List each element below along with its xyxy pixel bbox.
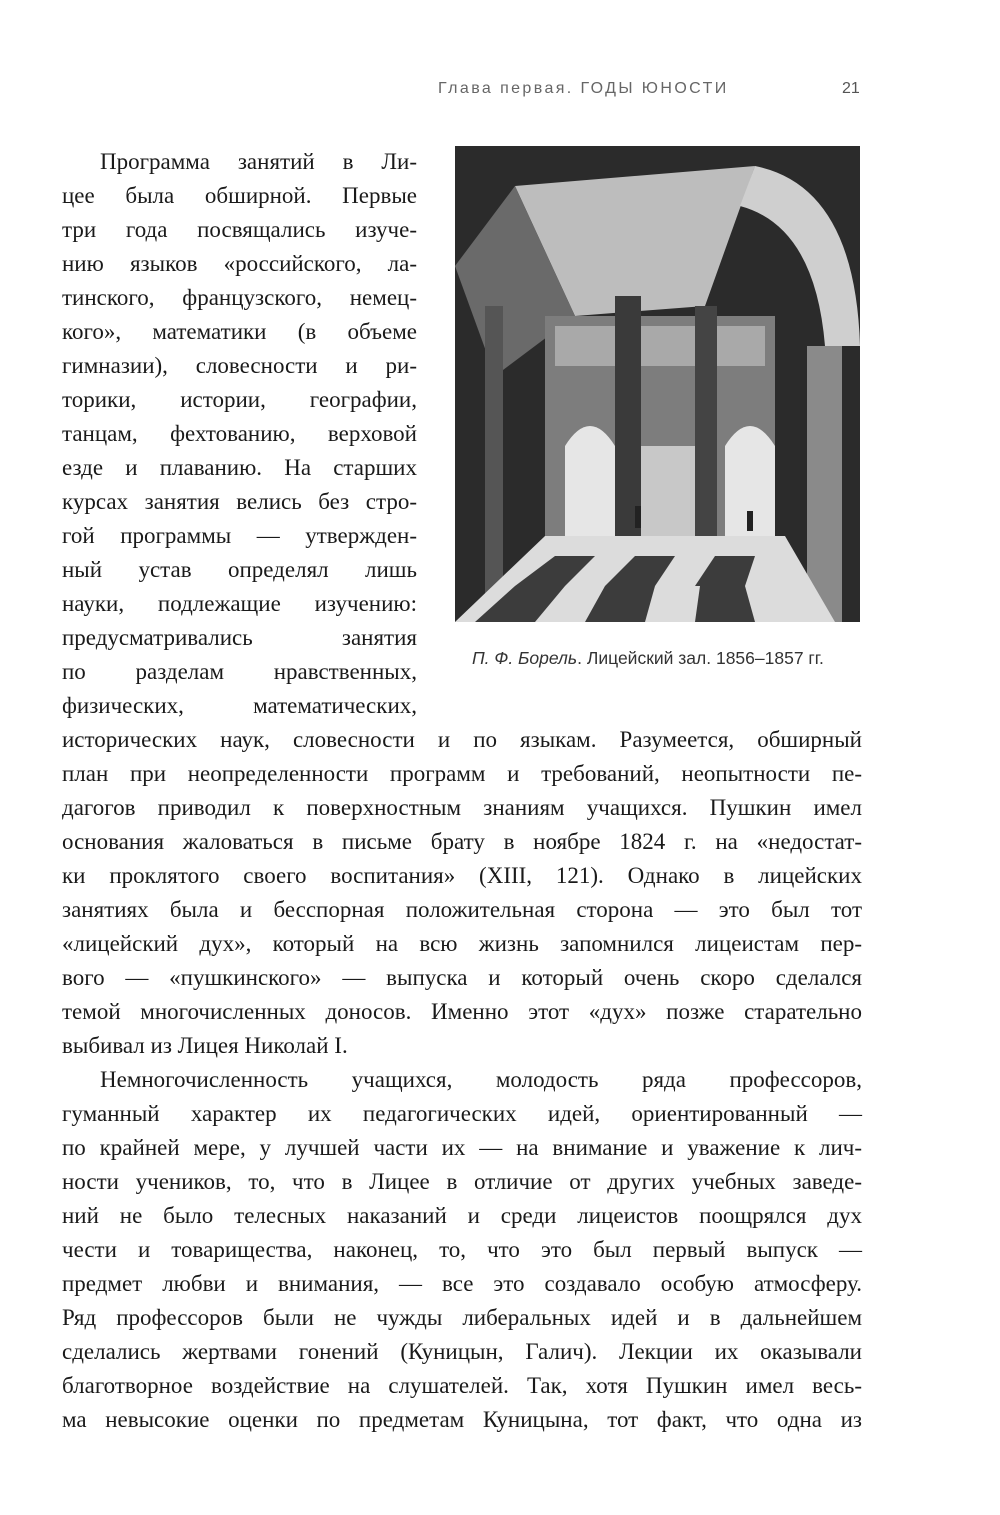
text-line: выбивал из Лицея Николай I. <box>62 1033 348 1058</box>
text-line: ки проклятого своего воспитания» (XIII, 121). Однако в лицейских <box>62 863 862 888</box>
text-line: цее была обширной. Первые <box>62 183 417 208</box>
text-line: благотворное воздействие на слушателей. Так, хотя Пушкин имел весь- <box>62 1373 862 1398</box>
text-line: торики, истории, географии, <box>62 387 417 412</box>
caption-author: П. Ф. Борель <box>472 648 578 668</box>
text-line: чести и товарищества, наконец, то, что это был первый выпуск — <box>62 1237 862 1262</box>
text-line: предусматривались занятия <box>62 625 417 650</box>
running-head: Глава первая. ГОДЫ ЮНОСТИ <box>438 80 729 97</box>
text-line: Программа занятий в Ли- <box>100 149 417 174</box>
text-line: ный устав определял лишь <box>62 557 417 582</box>
text-line: гимназии), словесности и ри- <box>62 353 417 378</box>
text-line: ний не было телесных наказаний и среди лицеистов поощрялся дух <box>62 1203 862 1228</box>
lyceum-hall-engraving <box>455 146 860 622</box>
text-line: физических, математических, <box>62 693 417 718</box>
text-line: курсах занятия велись без стро- <box>62 489 417 514</box>
text-line: кого», математики (в объеме <box>62 319 417 344</box>
text-line: нию языков «российского, ла- <box>62 251 417 276</box>
text-line: по разделам нравственных, <box>62 659 417 684</box>
text-line: основания жаловаться в письме брату в ноябре 1824 г. на «недостат- <box>62 829 862 854</box>
text-line: «лицейский дух», который на всю жизнь запомнился лицеистам пер- <box>62 931 862 956</box>
text-line: Немногочисленность учащихся, молодость ряда профессоров, <box>100 1067 862 1092</box>
text-line: Ряд профессоров были не чужды либеральных идей и в дальнейшем <box>62 1305 862 1330</box>
text-line: дагогов приводил к поверхностным знаниям учащихся. Пушкин имел <box>62 795 862 820</box>
text-line: гой программы — утвержден- <box>62 523 417 548</box>
text-line: тинского, французского, немец- <box>62 285 417 310</box>
text-line: вого — «пушкинского» — выпуска и который очень скоро сделался <box>62 965 862 990</box>
text-line: занятиях была и бесспорная положительная сторона — это был тот <box>62 897 862 922</box>
text-line: план при неопределенности программ и требований, неопытности пе- <box>62 761 862 786</box>
text-line: три года посвящались изуче- <box>62 217 417 242</box>
text-line: науки, подлежащие изучению: <box>62 591 417 616</box>
text-line: танцам, фехтованию, верховой <box>62 421 417 446</box>
figure-caption: П. Ф. Борель. Лицейский зал. 1856–1857 гг. <box>472 648 824 668</box>
text-line: езде и плаванию. На старших <box>62 455 417 480</box>
text-line: ма невысокие оценки по предметам Куницына, тот факт, что одна из <box>62 1407 862 1432</box>
caption-title: Лицейский зал. 1856–1857 гг. <box>586 648 824 668</box>
text-line: гуманный характер их педагогических идей, ориентированный — <box>62 1101 862 1126</box>
text-line: темой многочисленных доносов. Именно этот «дух» позже старательно <box>62 999 862 1024</box>
text-line: по крайней мере, у лучшей части их — на внимание и уважение к лич- <box>62 1135 862 1160</box>
text-line: ности учеников, то, что в Лицее в отличие от других учебных заведе- <box>62 1169 862 1194</box>
text-line: сделались жертвами гонений (Куницын, Галич). Лекции их оказывали <box>62 1339 862 1364</box>
page-number: 21 <box>842 80 860 97</box>
text-line: исторических наук, словесности и по языкам. Разумеется, обширный <box>62 727 862 752</box>
text-line: предмет любви и внимания, — все это создавало особую атмосферу. <box>62 1271 862 1296</box>
